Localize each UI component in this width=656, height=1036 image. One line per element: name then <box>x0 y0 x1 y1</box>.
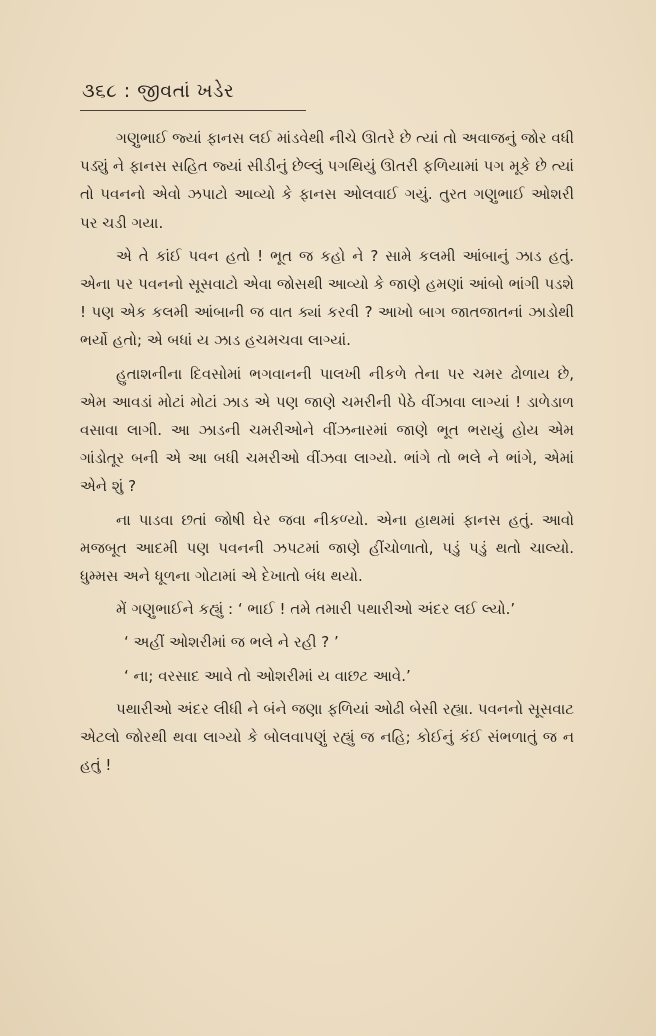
body-text <box>80 124 574 784</box>
paragraph: મેં ગણુભાઈને કહ્યું : ‘ ભાઈ ! તમે તમારી પથારીઓ અંદર લઈ લ્યો.’ <box>116 600 516 619</box>
dialogue-line: ‘ ના; વરસાદ આવે તો ઓશરીમાં ય વાછટ આવે.’ <box>124 666 411 685</box>
paragraph: હુતાશનીના દિવસોમાં ભગવાનની પાલખી નીકળે તેના પર ચમર ઢોળાય છે, એમ આવડાં મોટાં મોટાં ઝાડ એ પણ જાણે ચમરીની પેઠે વીંઝાવા લાગ્યાં ! ડાળેડાળ વસાવા લાગી. આ ઝાડની ચમરીઓને વીંઝનારમાં જાણે ભૂત ભરાયું હોય એમ ગાંડોતૂર બની એ આ બધી ચમરીઓ વીંઝવા લાગ્યો. ભાંગે તો ભલે ને ભાંગે, એમાં એને શું ? <box>80 364 574 496</box>
header-rule <box>80 110 306 111</box>
paragraph: ગણુભાઈ જ્યાં ફાનસ લઈ માંડવેથી નીચે ઊતરે છે ત્યાં તો અવાજનું જોર વધી પડ્યું ને ફાનસ સહિત જ્યાં સીડીનું છેલ્લું પગથિયું ઊતરી ફળિયામાં પગ મૂકે છે ત્યાં તો પવનનો એવો ઝપાટો આવ્યો કે ફાનસ ઓલવાઈ ગયું. તુરત ગણુભાઈ ઓશરી પર ચડી ગયા. <box>80 129 574 232</box>
paragraph: એ તે કાંઈ પવન હતો ! ભૂત જ કહો ને ? સામે કલમી આંબાનું ઝાડ હતું. એના પર પવનનો સૂસવાટો એવા જોસથી આવ્યો કે જાણે હમણાં આંબો ભાંગી પડશે ! પણ એક કલમી આંબાની જ વાત ક્યાં કરવી ? આખો બાગ જાતજાતનાં ઝાડોથી ભર્યો હતો; એ બધાં ય ઝાડ હચમચવા લાગ્યાં. <box>80 246 574 350</box>
paragraph: ના પાડવા છતાં જોષી ઘેર જવા નીકળ્યો. એના હાથમાં ફાનસ હતું. આવો મજબૂત આદમી પણ પવનની ઝપટમાં જાણે હીંચોળાતો, પડું પડું થતો ચાલ્યો. ધુમ્મસ અને ધૂળના ગોટામાં એ દેખાતો બંધ થયો. <box>80 510 574 586</box>
dialogue-line: ‘ અહીં ઓશરીમાં જ ભલે ને રહી ? ’ <box>124 633 339 652</box>
running-head: ૩૬૮ : જીવતાં ખડેર <box>82 80 235 102</box>
paragraph: પથારીઓ અંદર લીધી ને બંને જણા ફળિયાં ઓઢી બેસી રહ્યા. પવનનો સૂસવાટ એટલો જોરથી થવા લાગ્યો કે બોલવાપણું રહ્યું જ નહિ; કોઈનું કંઈ સંભળાતું જ ન હતું ! <box>80 699 574 775</box>
